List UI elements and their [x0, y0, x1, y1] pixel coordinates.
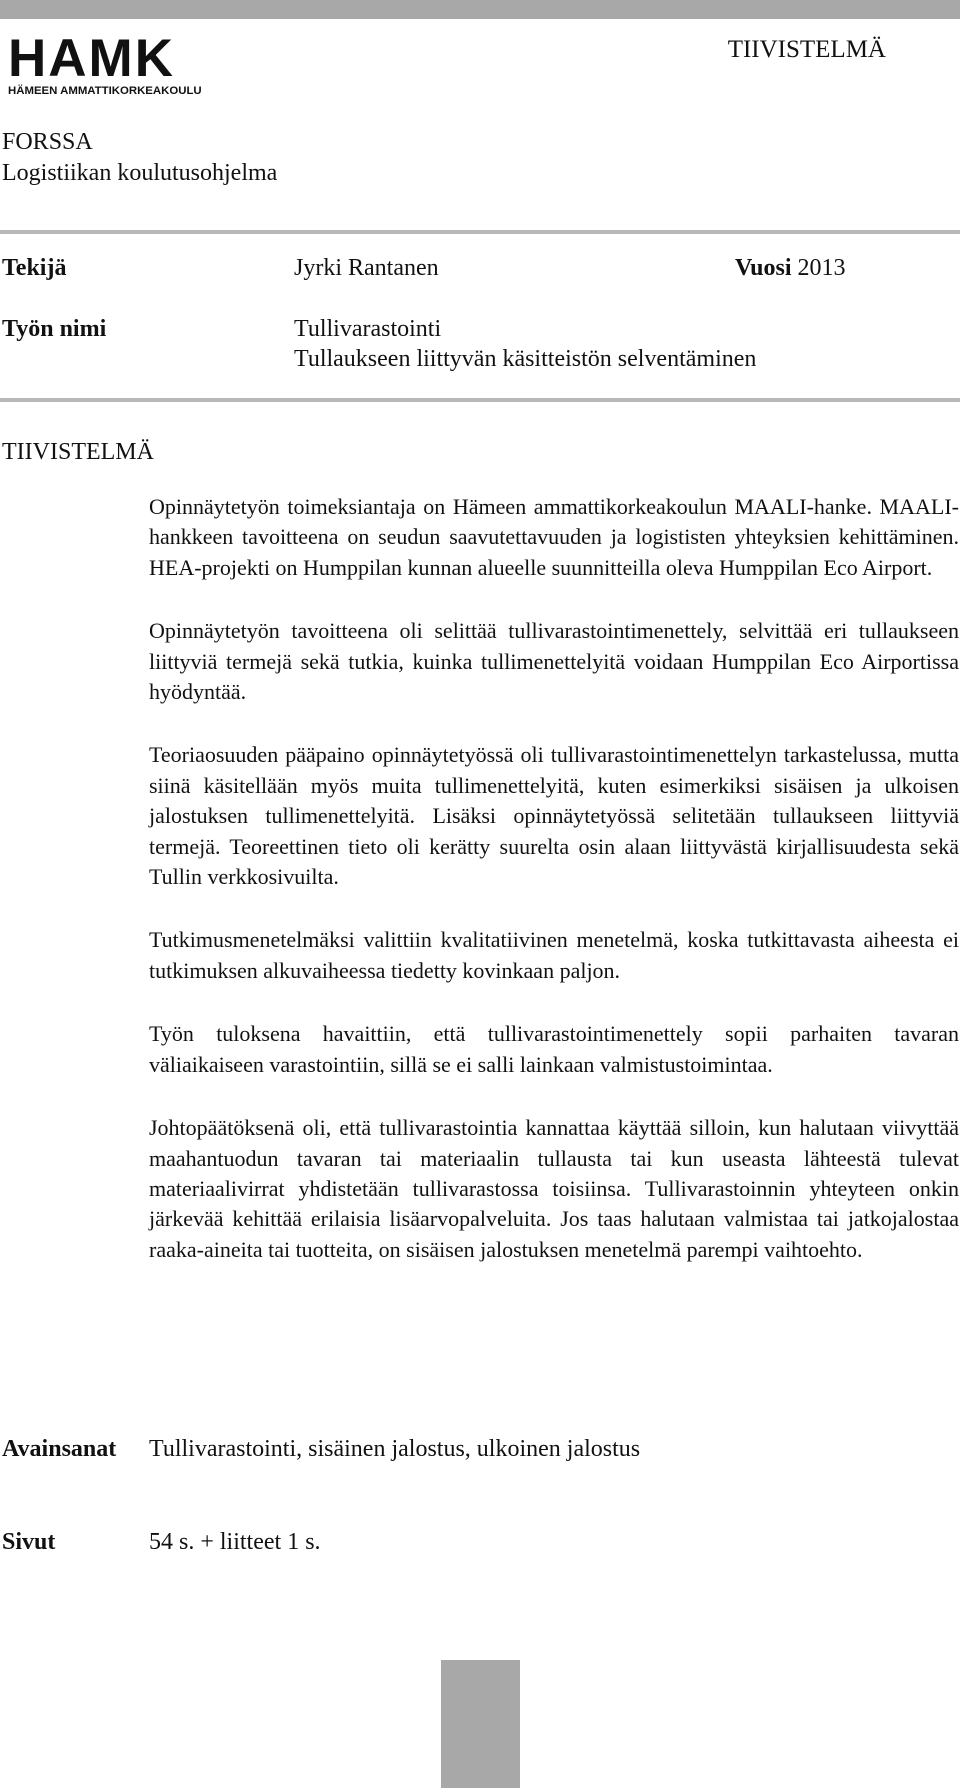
year-label: Vuosi [735, 255, 792, 281]
divider [0, 398, 960, 402]
unit-info [2, 127, 277, 189]
abstract-paragraph: Opinnäytetyön toimeksiantaja on Hämeen ammattikorkeakoulun MAALI-hanke. MAALI-hankkeen tavoitteena on seudun saavutettavuuden ja logististen yhteyksien kehittäminen. HEA-projekti on Humppilan kunnan alueelle suunnitteilla oleva Humppilan Eco Airport. [149, 494, 959, 580]
pages-label: Sivut [2, 1529, 56, 1555]
thesis-subtitle: Tullaukseen liittyvän käsitteistön selventäminen [294, 346, 757, 372]
logo-wordmark: HAMK [8, 29, 175, 88]
abstract-paragraph: Tutkimusmenetelmäksi valittiin kvalitatiivinen menetelmä, koska tutkittavasta aiheesta ei tutkimuksen alkuvaiheessa tiedetty kovinkaan paljon. [149, 927, 959, 983]
year-value: 2013 [797, 255, 846, 281]
logo-subtitle: HÄMEEN AMMATTIKORKEAKOULU [8, 85, 202, 97]
bottom-tab [441, 1660, 520, 1788]
abstract-body [149, 492, 959, 1298]
abstract-paragraph: Opinnäytetyön tavoitteena oli selittää tullivarastointimenettely, selvittää eri tullaukseen liittyviä termejä sekä tutkia, kuinka tullimenettelyitä voidaan Humppilan Eco Airportissa hyödyntää. [149, 618, 959, 705]
hamk-logo [8, 29, 248, 97]
keywords-value: Tullivarastointi, sisäinen jalostus, ulkoinen jalostus [149, 1436, 641, 1462]
abstract-paragraph: Teoriaosuuden pääpaino opinnäytetyössä oli tullivarastointimenettelyn tarkastelussa, mutta siinä käsitellään myös muita tullimenettelyitä, kuten esimerkiksi sisäisen ja ulkoisen jalostuksen tullimenettelyitä. Lisäksi opinnäytetyössä selitetään tullaukseen liittyviä termejä. Teoreettinen tieto oli kerätty suurelta osin alaan liittyvästä kirjallisuudesta sekä Tullin verkkosivuilta. [149, 742, 959, 890]
abstract-paragraph: Johtopäätöksenä oli, että tullivarastointia kannattaa käyttää silloin, kun halutaan viivyttää maahantuodun tavaran tai materiaalin tullausta tai kun useasta lähteestä tulevat materiaalivirrat yhdistetään tullivarastossa toisiinsa. Tullivarastoinnin yhteyteen onkin järkevää kehittää erilaisia lisäarvopalveluita. Jos taas halutaan valmistaa tai jatkojalostaa raaka-aineita tai tuotteita, on sisäisen jalostuksen menetelmä parempi vaihtoehto. [149, 1115, 959, 1262]
year-field [735, 253, 845, 283]
campus: FORSSA [2, 129, 93, 155]
title-label: Työn nimi [2, 316, 107, 342]
author-name: Jyrki Rantanen [294, 255, 439, 281]
pages-value: 54 s. + liitteet 1 s. [149, 1529, 321, 1555]
thesis-title [294, 314, 756, 374]
abstract-paragraph: Työn tuloksena havaittiin, että tullivarastointimenettely sopii parhaiten tavaran väliaikaiseen varastointiin, sillä se ei salli lainkaan valmistustoimintaa. [149, 1021, 959, 1077]
keywords-label: Avainsanat [2, 1436, 117, 1462]
abstract-heading: TIIVISTELMÄ [2, 439, 154, 465]
divider [0, 230, 960, 234]
author-label: Tekijä [2, 255, 67, 281]
thesis-main-title: Tullivarastointi [294, 316, 442, 342]
programme: Logistiikan koulutusohjelma [2, 160, 278, 186]
document-type: TIIVISTELMÄ [727, 36, 886, 63]
top-bar [0, 0, 960, 19]
